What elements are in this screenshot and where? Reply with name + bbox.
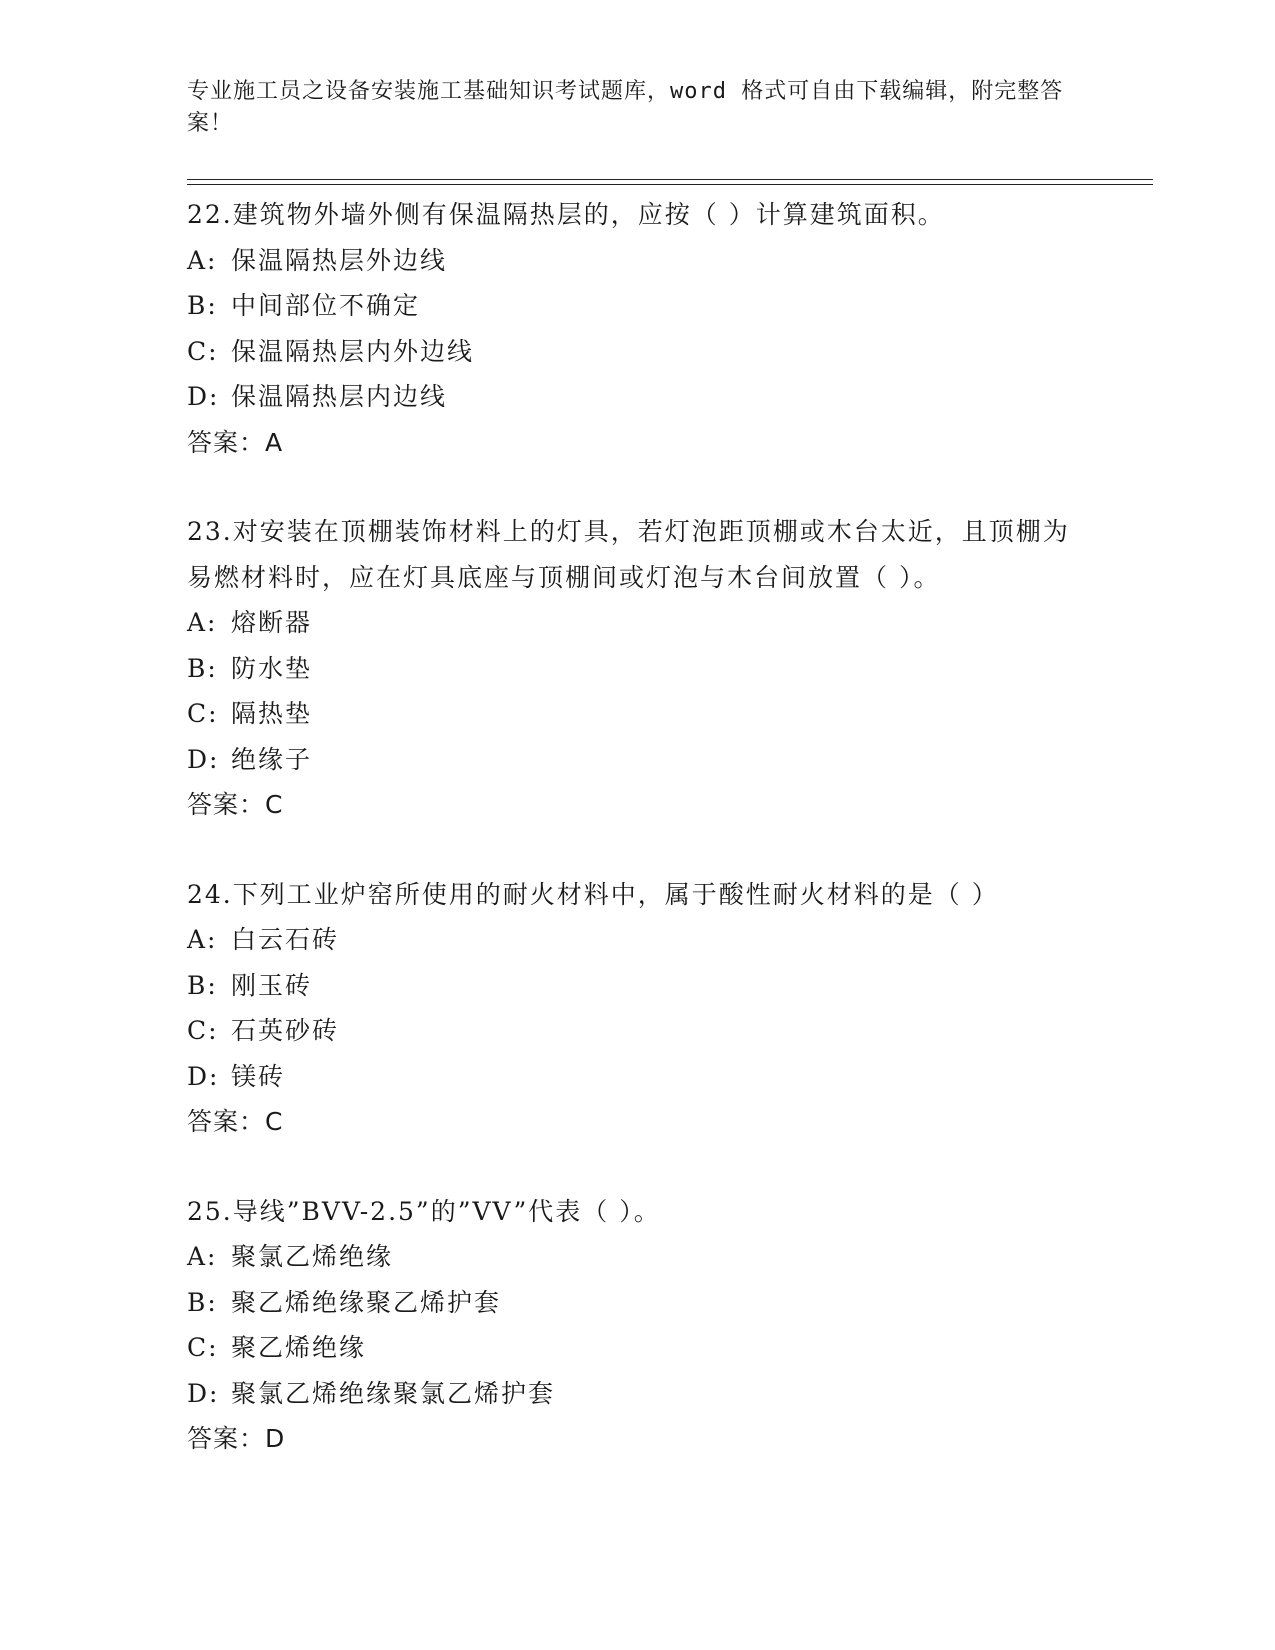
option-letter: A:: [187, 1242, 218, 1271]
option-text: 保温隔热层内边线: [231, 382, 448, 411]
option-text: 保温隔热层内外边线: [231, 336, 475, 366]
question-stem: 25.导线”BVV-2.5”的”VV”代表（ ）。: [187, 1196, 661, 1226]
document-header: 专业施工员之设备安装施工基础知识考试题库，word 格式可自由下载编辑，附完整答案！: [187, 79, 1064, 136]
option-c: [187, 329, 1087, 375]
option-a: [187, 238, 1087, 284]
option-a: [187, 1234, 1087, 1280]
option-a: [187, 917, 1087, 963]
option-b: [187, 963, 1087, 1009]
question-24: [187, 872, 1087, 1145]
option-text: 中间部位不确定: [231, 291, 421, 320]
question-25: [187, 1189, 1087, 1462]
option-letter: B:: [187, 291, 218, 320]
option-text: 白云石砖: [231, 925, 340, 954]
question-stem: 23.对安装在顶棚装饰材料上的灯具，若灯泡距顶棚或木台太近，且顶棚为易燃材料时，应在灯具底座与顶棚间或灯泡与木台间放置（ ）。: [187, 517, 1070, 592]
option-text: 熔断器: [231, 608, 313, 637]
option-letter: D:: [187, 1378, 220, 1408]
option-text: 镁砖: [231, 1061, 286, 1091]
option-text: 聚氯乙烯绝缘: [231, 1242, 394, 1271]
option-letter: D:: [187, 1061, 220, 1091]
question-list: [187, 192, 1087, 1506]
option-text: 绝缘子: [231, 744, 313, 774]
option-d: [187, 1371, 1087, 1417]
question-23: [187, 509, 1087, 828]
option-letter: C:: [187, 699, 219, 728]
option-letter: D:: [187, 382, 220, 411]
option-b: [187, 646, 1087, 692]
option-c: [187, 1008, 1087, 1054]
header-divider-bottom: [187, 184, 1153, 185]
option-letter: C:: [187, 336, 219, 366]
option-letter: B:: [187, 970, 218, 1000]
option-letter: A:: [187, 608, 218, 637]
option-letter: C:: [187, 1016, 219, 1045]
option-text: 聚乙烯绝缘聚乙烯护套: [231, 1287, 502, 1317]
option-letter: A:: [187, 245, 218, 275]
option-a: [187, 600, 1087, 646]
option-d: [187, 737, 1087, 783]
option-text: 防水垫: [231, 653, 313, 683]
option-text: 石英砂砖: [231, 1016, 340, 1045]
answer-line: 答案：D: [187, 1424, 286, 1453]
option-letter: B:: [187, 653, 218, 683]
answer-line: 答案：C: [187, 790, 284, 819]
option-d: [187, 1054, 1087, 1100]
option-c: [187, 1325, 1087, 1371]
option-d: [187, 374, 1087, 420]
option-text: 保温隔热层外边线: [231, 245, 448, 275]
answer-line: 答案：A: [187, 427, 284, 457]
question-22: [187, 192, 1087, 465]
option-b: [187, 1280, 1087, 1326]
header-divider-top: [187, 179, 1153, 180]
option-letter: B:: [187, 1287, 218, 1317]
option-letter: D:: [187, 744, 220, 774]
option-letter: C:: [187, 1333, 219, 1362]
option-text: 聚乙烯绝缘: [231, 1333, 367, 1362]
question-stem: 22.建筑物外墙外侧有保温隔热层的，应按（ ）计算建筑面积。: [187, 200, 945, 229]
option-text: 刚玉砖: [231, 970, 313, 1000]
option-letter: A:: [187, 925, 218, 954]
option-c: [187, 691, 1087, 737]
question-stem: 24.下列工业炉窑所使用的耐火材料中，属于酸性耐火材料的是（ ）: [187, 879, 999, 909]
option-b: [187, 283, 1087, 329]
answer-line: 答案：C: [187, 1107, 284, 1136]
option-text: 隔热垫: [231, 699, 313, 728]
option-text: 聚氯乙烯绝缘聚氯乙烯护套: [231, 1378, 556, 1408]
